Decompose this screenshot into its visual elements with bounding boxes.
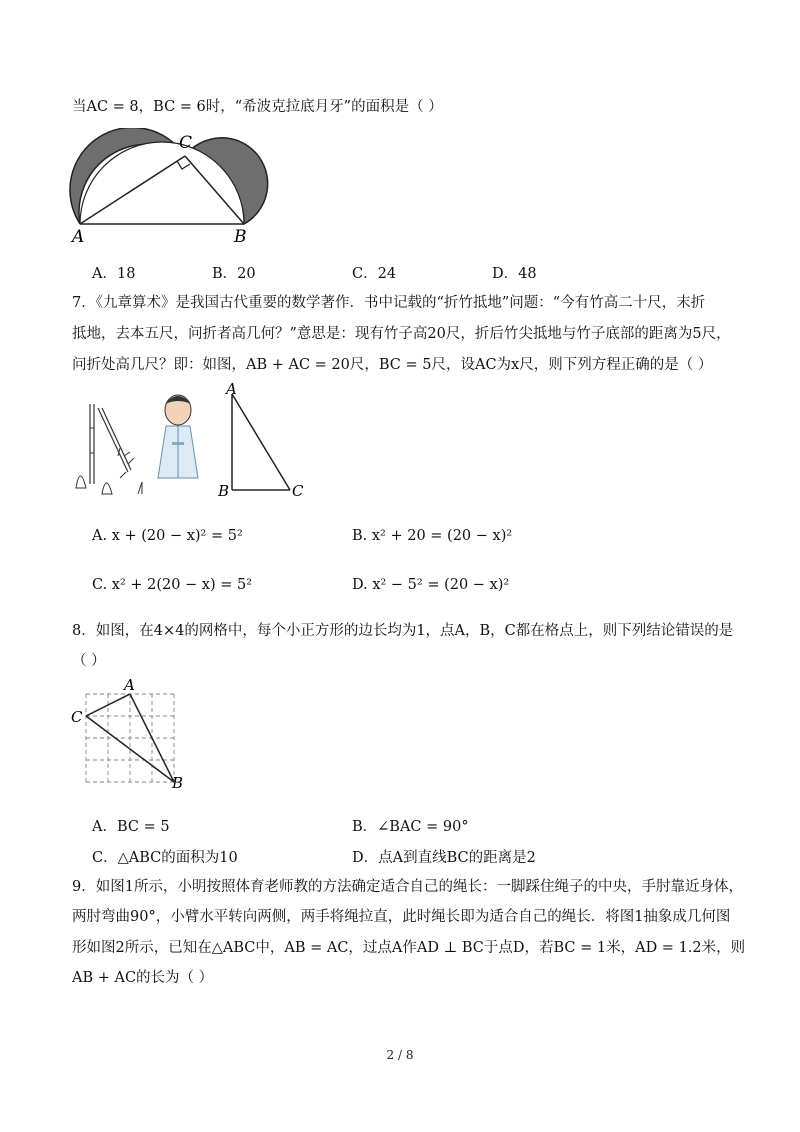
q6-stem: 当AC = 8，BC = 6时，“希波克拉底月牙”的面积是（ ） [72,99,443,115]
label-b: B [218,482,230,500]
label-c: C [71,708,83,726]
q6-figure [68,128,278,248]
label-b: B [234,227,247,247]
q7-option-b[interactable]: B. x² + 20 = (20 − x)² [352,528,513,544]
q7-option-a[interactable]: A. x + (20 − x)² = 5² [92,528,243,544]
q8-stem-line1: 8．如图，在4×4的网格中，每个小正方形的边长均为1，点A，B，C都在格点上，则下列结论错误的是 [72,623,734,639]
q8-option-a[interactable]: A．BC = 5 [92,819,170,835]
label-a: A [72,227,85,247]
label-b: B [172,774,184,792]
q6-option-a[interactable]: A．18 [92,266,136,282]
page-number: 2 / 8 [386,1048,414,1062]
label-c: C [292,482,304,500]
q8-grid-figure [68,676,190,792]
ancient-scholar-image [152,390,204,482]
q6-option-d[interactable]: D．48 [492,266,537,282]
q9-stem-line3: 形如图2所示，已知在△ABC中，AB = AC，过点A作AD ⊥ BC于点D，若BC = 1米，AD = 1.2米，则 [72,940,746,956]
q7-stem-line3: 问折处高几尺？即：如图，AB + AC = 20尺，BC = 5尺，设AC为x尺，则下列方程正确的是（ ） [72,357,713,373]
side-ac [232,394,290,490]
q8-option-d[interactable]: D．点A到直线BC的距离是2 [352,850,536,866]
q9-stem-line4: AB + AC的长为（ ） [72,970,214,986]
q9-stem-line2: 两肘弯曲90°，小臂水平转向两侧，两手将绳拉直，此时绳长即为适合自己的绳长．将图1抽象成几何图 [72,909,731,925]
q7-triangle-figure [210,380,320,500]
q7-stem-line2: 抵地，去本五尺，问折者高几何？”意思是：现有竹子高20尺，折后竹尖抵地与竹子底部的距离为5尺， [72,326,731,342]
label-c: C [179,133,193,153]
q7-stem-line1: 7．《九章算术》是我国古代重要的数学著作．书中记载的“折竹抵地”问题：“今有竹高二十尺，末折 [72,295,706,311]
q6-option-b[interactable]: B．20 [212,266,256,282]
dashed-grid [86,694,174,782]
q7-option-d[interactable]: D. x² − 5² = (20 − x)² [352,577,510,593]
q8-stem-line2: （ ） [72,653,106,669]
label-a: A [226,380,237,398]
q9-stem-line1: 9．如图1所示，小明按照体育老师教的方法确定适合自己的绳长：一脚踩住绳子的中央，手肘靠近身体， [72,879,743,895]
q8-option-c[interactable]: C．△ABC的面积为10 [92,850,238,866]
q6-option-c[interactable]: C．24 [352,266,397,282]
q8-option-b[interactable]: B．∠BAC = 90° [352,819,469,835]
label-a: A [124,676,135,694]
q7-option-c[interactable]: C. x² + 2(20 − x) = 5² [92,577,253,593]
